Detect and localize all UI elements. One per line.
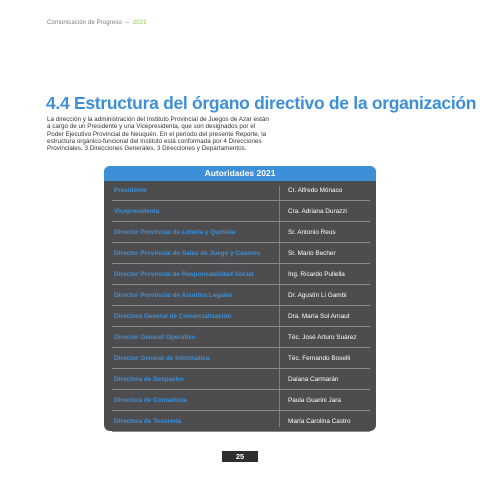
table-row xyxy=(112,184,370,205)
role-cell: Vicepresidenta xyxy=(114,208,160,215)
row-rule xyxy=(112,410,370,411)
row-rule xyxy=(112,305,370,306)
name-cell: Téc. Fernando Boselli xyxy=(288,355,351,362)
row-rule xyxy=(112,326,370,327)
table-row xyxy=(112,226,370,247)
table-row xyxy=(112,373,370,394)
row-rule xyxy=(112,431,370,432)
table-row xyxy=(112,331,370,352)
table-row xyxy=(112,289,370,310)
name-cell: Paula Guarini Jara xyxy=(288,397,341,404)
name-cell: Dra. María Sol Arnaut xyxy=(288,313,350,320)
role-cell: Directora de Contaduría xyxy=(114,397,187,404)
running-header xyxy=(47,20,147,26)
row-rule xyxy=(112,347,370,348)
role-cell: Directora de Tesorería xyxy=(114,418,182,425)
header-separator: – xyxy=(125,20,129,26)
name-cell: Sr. Antonio Reus xyxy=(288,229,336,236)
table-row xyxy=(112,310,370,331)
table-row xyxy=(112,268,370,289)
name-cell: Dr. Agustín Li Gambi xyxy=(288,292,347,299)
table-row xyxy=(112,352,370,373)
name-cell: María Carolina Castro xyxy=(288,418,351,425)
role-cell: Director Provincial de Asuntos Legales xyxy=(114,292,233,299)
role-cell: Director General Operativo xyxy=(114,334,196,341)
publication-name: Comunicación de Progreso xyxy=(47,20,122,26)
role-cell: Director Provincial de Lotería y Quiniela xyxy=(114,229,236,236)
row-rule xyxy=(112,284,370,285)
authorities-table xyxy=(104,166,376,431)
role-cell: Director General de Informática xyxy=(114,355,210,362)
table-row xyxy=(112,205,370,226)
row-rule xyxy=(112,368,370,369)
role-cell: Director Provincial de Responsabilidad Social xyxy=(114,271,254,278)
name-cell: Cr. Alfredo Mónaco xyxy=(288,187,343,194)
role-cell: Director Provincial de Salas de Juego y Casinos xyxy=(114,250,261,257)
intro-paragraph: La dirección y la administración del Instituto Provincial de Juegos de Azar están a cargo de un Presidente y una Vicepresidenta, que son designados por el Poder Ejecutivo Provincial de Neuquén. En el período del presente Reporte, la estructura orgánico-funcional del Instituto está conformada por 4 Direcciones Provinciales, 3 Direcciones Generales, 3 Direcciones y Departamentos. xyxy=(47,116,269,153)
table-row xyxy=(112,394,370,415)
section-title: 4.4 Estructura del órgano directivo de la organización xyxy=(46,93,477,113)
name-cell: Ing. Ricardo Pullella xyxy=(288,271,345,278)
page-number: 25 xyxy=(222,451,258,462)
name-cell: Sr. Mario Becher xyxy=(288,250,336,257)
name-cell: Cra. Adriana Durazzi xyxy=(288,208,347,215)
name-cell: Daiana Carmarán xyxy=(288,376,339,383)
role-cell: Directora General de Comercialización xyxy=(114,313,232,320)
name-cell: Téc. José Arturo Suárez xyxy=(288,334,357,341)
role-cell: Directora de Despacho xyxy=(114,376,184,383)
row-rule xyxy=(112,200,370,201)
role-cell: Presidente xyxy=(114,187,147,194)
row-rule xyxy=(112,221,370,222)
table-row xyxy=(112,415,370,436)
row-rule xyxy=(112,389,370,390)
table-row xyxy=(112,247,370,268)
header-year: 2021 xyxy=(132,20,147,26)
row-rule xyxy=(112,242,370,243)
row-rule xyxy=(112,263,370,264)
table-title: Autoridades 2021 xyxy=(104,166,376,181)
